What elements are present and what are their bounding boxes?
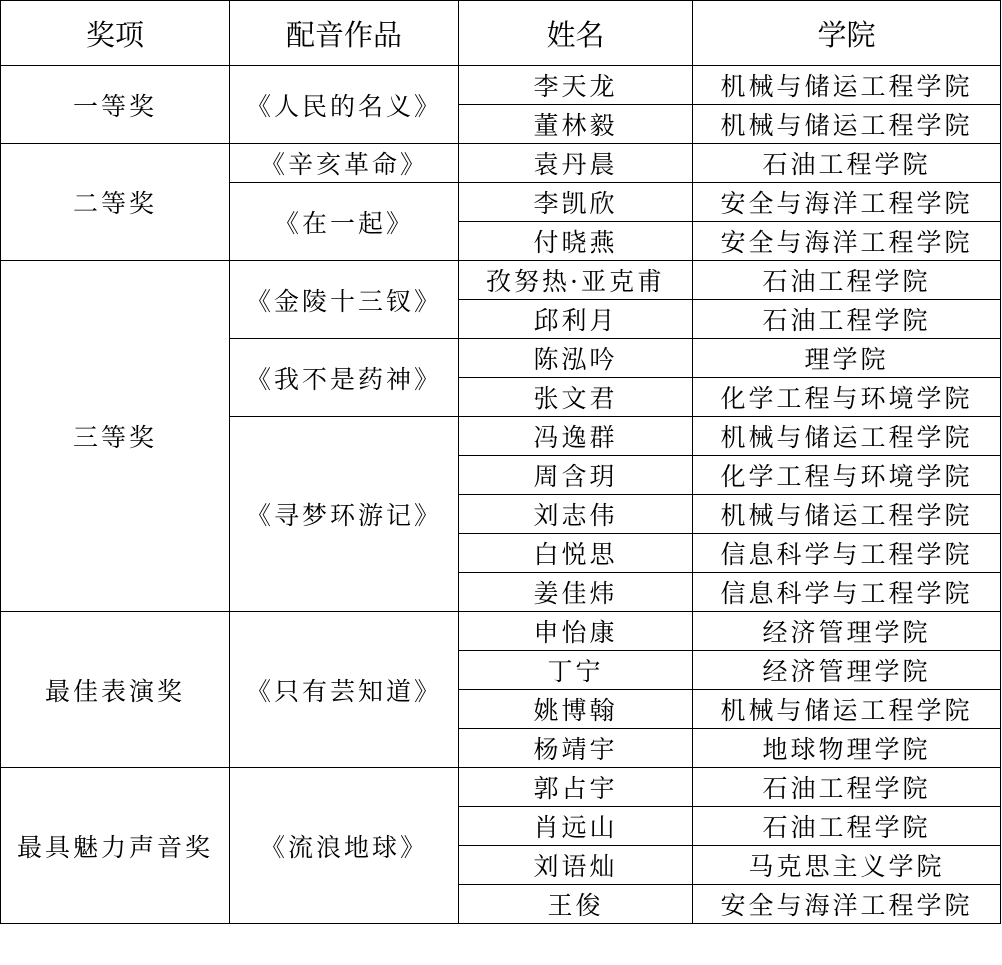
name-cell: 杨靖宇 bbox=[459, 729, 693, 768]
prize-cell: 三等奖 bbox=[1, 261, 230, 612]
college-cell: 信息科学与工程学院 bbox=[693, 573, 1001, 612]
name-cell: 王俊 bbox=[459, 885, 693, 924]
college-cell: 经济管理学院 bbox=[693, 651, 1001, 690]
college-cell: 地球物理学院 bbox=[693, 729, 1001, 768]
name-cell: 袁丹晨 bbox=[459, 144, 693, 183]
name-cell: 陈泓吟 bbox=[459, 339, 693, 378]
name-cell: 刘语灿 bbox=[459, 846, 693, 885]
header-work: 配音作品 bbox=[230, 1, 459, 66]
college-cell: 信息科学与工程学院 bbox=[693, 534, 1001, 573]
college-cell: 机械与储运工程学院 bbox=[693, 690, 1001, 729]
table-row bbox=[1, 768, 1001, 807]
name-cell: 李天龙 bbox=[459, 66, 693, 105]
prize-cell: 二等奖 bbox=[1, 144, 230, 261]
college-cell: 经济管理学院 bbox=[693, 612, 1001, 651]
name-cell: 董林毅 bbox=[459, 105, 693, 144]
work-cell: 《人民的名义》 bbox=[230, 66, 459, 144]
work-cell: 《流浪地球》 bbox=[230, 768, 459, 924]
college-cell: 石油工程学院 bbox=[693, 144, 1001, 183]
header-college: 学院 bbox=[693, 1, 1001, 66]
work-cell: 《只有芸知道》 bbox=[230, 612, 459, 768]
header-name: 姓名 bbox=[459, 1, 693, 66]
name-cell: 丁宁 bbox=[459, 651, 693, 690]
college-cell: 马克思主义学院 bbox=[693, 846, 1001, 885]
work-cell: 《辛亥革命》 bbox=[230, 144, 459, 183]
name-cell: 邱利月 bbox=[459, 300, 693, 339]
name-cell: 肖远山 bbox=[459, 807, 693, 846]
work-cell: 《在一起》 bbox=[230, 183, 459, 261]
name-cell: 孜努热·亚克甫 bbox=[459, 261, 693, 300]
name-cell: 申怡康 bbox=[459, 612, 693, 651]
work-cell: 《我不是药神》 bbox=[230, 339, 459, 417]
college-cell: 安全与海洋工程学院 bbox=[693, 183, 1001, 222]
name-cell: 冯逸群 bbox=[459, 417, 693, 456]
college-cell: 石油工程学院 bbox=[693, 300, 1001, 339]
prize-cell: 最具魅力声音奖 bbox=[1, 768, 230, 924]
college-cell: 石油工程学院 bbox=[693, 261, 1001, 300]
name-cell: 周含玥 bbox=[459, 456, 693, 495]
college-cell: 机械与储运工程学院 bbox=[693, 417, 1001, 456]
table-row bbox=[1, 66, 1001, 105]
name-cell: 白悦思 bbox=[459, 534, 693, 573]
college-cell: 机械与储运工程学院 bbox=[693, 105, 1001, 144]
college-cell: 石油工程学院 bbox=[693, 768, 1001, 807]
college-cell: 机械与储运工程学院 bbox=[693, 66, 1001, 105]
name-cell: 姚博翰 bbox=[459, 690, 693, 729]
header-row bbox=[1, 1, 1001, 66]
college-cell: 化学工程与环境学院 bbox=[693, 378, 1001, 417]
name-cell: 郭占宇 bbox=[459, 768, 693, 807]
name-cell: 姜佳炜 bbox=[459, 573, 693, 612]
college-cell: 石油工程学院 bbox=[693, 807, 1001, 846]
college-cell: 安全与海洋工程学院 bbox=[693, 222, 1001, 261]
prize-cell: 一等奖 bbox=[1, 66, 230, 144]
name-cell: 刘志伟 bbox=[459, 495, 693, 534]
name-cell: 李凯欣 bbox=[459, 183, 693, 222]
table-row bbox=[1, 612, 1001, 651]
college-cell: 理学院 bbox=[693, 339, 1001, 378]
name-cell: 张文君 bbox=[459, 378, 693, 417]
work-cell: 《寻梦环游记》 bbox=[230, 417, 459, 612]
college-cell: 化学工程与环境学院 bbox=[693, 456, 1001, 495]
prize-cell: 最佳表演奖 bbox=[1, 612, 230, 768]
table-row bbox=[1, 144, 1001, 183]
work-cell: 《金陵十三钗》 bbox=[230, 261, 459, 339]
table-row bbox=[1, 261, 1001, 300]
college-cell: 安全与海洋工程学院 bbox=[693, 885, 1001, 924]
name-cell: 付晓燕 bbox=[459, 222, 693, 261]
header-prize: 奖项 bbox=[1, 1, 230, 66]
college-cell: 机械与储运工程学院 bbox=[693, 495, 1001, 534]
